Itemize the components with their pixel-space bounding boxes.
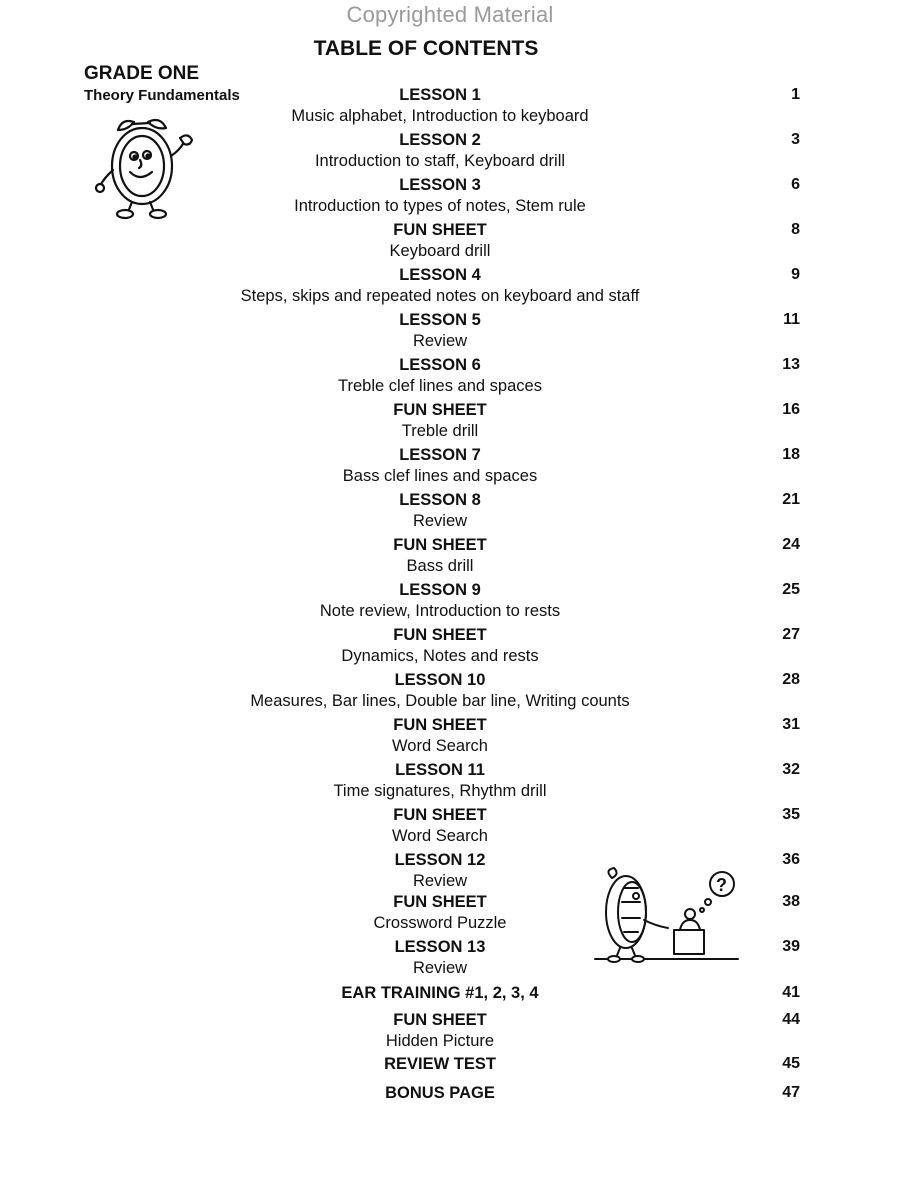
entry-title: LESSON 6 xyxy=(399,356,481,374)
entry-page-number: 13 xyxy=(782,356,800,373)
entry-title: LESSON 11 xyxy=(395,761,485,779)
entry-page-number: 21 xyxy=(782,491,800,508)
entry-page-number: 1 xyxy=(791,86,800,103)
entry-title: FUN SHEET xyxy=(393,536,487,554)
entry-description: Review xyxy=(412,332,468,350)
entry-title: LESSON 7 xyxy=(399,446,481,464)
entry-page-number: 38 xyxy=(782,893,800,910)
entry-title: EAR TRAINING #1, 2, 3, 4 xyxy=(341,984,539,1002)
entry-page-number: 27 xyxy=(782,626,800,643)
entry-title: LESSON 4 xyxy=(399,266,481,284)
entry-page-number: 39 xyxy=(782,938,800,955)
entry-page-number: 16 xyxy=(782,401,800,418)
entry-page-number: 28 xyxy=(782,671,800,688)
entry-page-number: 25 xyxy=(782,581,800,598)
entry-title: LESSON 9 xyxy=(399,581,481,599)
page-title: TABLE OF CONTENTS xyxy=(313,37,539,60)
entry-page-number: 18 xyxy=(782,446,800,463)
entry-description: Crossword Puzzle xyxy=(373,914,507,932)
entry-page-number: 36 xyxy=(782,851,800,868)
entry-description: Keyboard drill xyxy=(389,242,491,260)
entry-description: Note review, Introduction to rests xyxy=(319,602,561,620)
entry-page-number: 47 xyxy=(782,1084,800,1101)
entry-title: FUN SHEET xyxy=(393,626,487,644)
entry-page-number: 31 xyxy=(782,716,800,733)
entry-title: FUN SHEET xyxy=(393,716,487,734)
entry-title: LESSON 13 xyxy=(394,938,486,956)
entry-description: Review xyxy=(412,872,468,890)
entry-description: Review xyxy=(412,512,468,530)
entry-description: Introduction to staff, Keyboard drill xyxy=(314,152,566,170)
entry-description: Bass clef lines and spaces xyxy=(342,467,538,485)
entry-page-number: 41 xyxy=(782,984,800,1001)
entry-page-number: 32 xyxy=(782,761,800,778)
entry-title: FUN SHEET xyxy=(393,893,487,911)
entry-page-number: 8 xyxy=(791,221,800,238)
entry-title: LESSON 2 xyxy=(399,131,481,149)
entry-title: FUN SHEET xyxy=(393,806,487,824)
entry-title: FUN SHEET xyxy=(393,401,487,419)
entry-description: Treble drill xyxy=(401,422,479,440)
entry-page-number: 24 xyxy=(782,536,800,553)
entry-page-number: 11 xyxy=(783,311,800,328)
entry-page-number: 6 xyxy=(791,176,800,193)
entry-title: LESSON 5 xyxy=(399,311,481,329)
question-mark-icon: ? xyxy=(716,875,727,895)
entry-page-number: 9 xyxy=(791,266,800,283)
entry-title: LESSON 3 xyxy=(399,176,481,194)
entry-description: Review xyxy=(412,959,468,977)
entry-description: Introduction to types of notes, Stem rule xyxy=(294,197,586,215)
grade-heading: GRADE ONE xyxy=(84,63,200,84)
entry-page-number: 44 xyxy=(782,1011,800,1028)
entry-title: FUN SHEET xyxy=(393,221,487,239)
entry-description: Word Search xyxy=(392,737,488,755)
entry-description: Word Search xyxy=(392,827,488,845)
subject-heading: Theory Fundamentals xyxy=(84,87,240,104)
entry-description: Music alphabet, Introduction to keyboard xyxy=(291,107,589,125)
entry-description: Measures, Bar lines, Double bar line, Writing counts xyxy=(250,692,630,710)
entry-description: Hidden Picture xyxy=(385,1032,495,1050)
entry-description: Dynamics, Notes and rests xyxy=(341,647,539,665)
entry-title: LESSON 10 xyxy=(394,671,486,689)
entry-page-number: 3 xyxy=(791,131,800,148)
entry-page-number: 45 xyxy=(782,1055,800,1072)
entry-title: BONUS PAGE xyxy=(385,1084,495,1102)
entry-title: LESSON 1 xyxy=(399,86,481,104)
entry-description: Treble clef lines and spaces xyxy=(338,377,542,395)
entry-title: LESSON 12 xyxy=(394,851,486,869)
entry-page-number: 35 xyxy=(782,806,800,823)
entry-description: Time signatures, Rhythm drill xyxy=(333,782,547,800)
entry-title: REVIEW TEST xyxy=(384,1055,496,1073)
entry-description: Steps, skips and repeated notes on keyboard and staff xyxy=(240,287,640,305)
entry-title: LESSON 8 xyxy=(399,491,481,509)
copyright-watermark: Copyrighted Material xyxy=(346,2,554,27)
entry-description: Bass drill xyxy=(406,557,474,575)
entry-title: FUN SHEET xyxy=(393,1011,487,1029)
